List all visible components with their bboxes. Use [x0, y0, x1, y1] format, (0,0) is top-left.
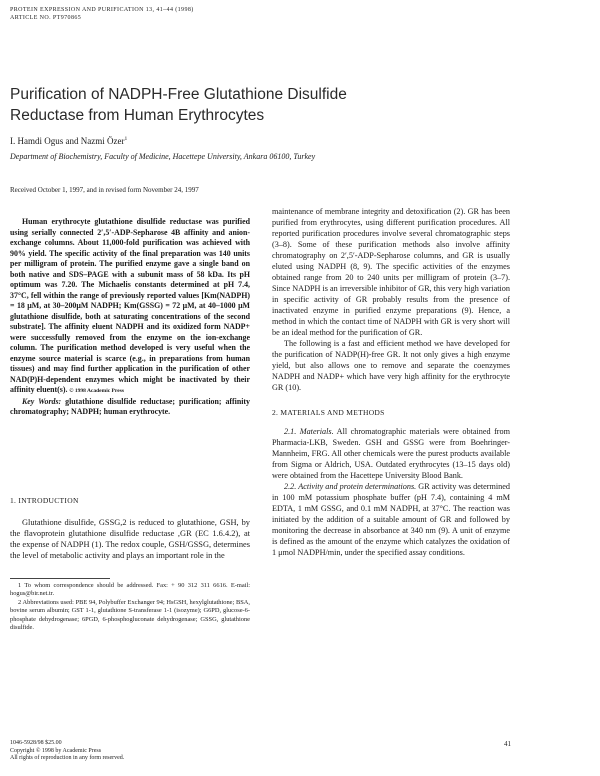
journal-header	[10, 6, 194, 22]
activity-paragraph	[272, 481, 510, 558]
article-title	[10, 84, 530, 126]
affiliation: Department of Biochemistry, Faculty of Medicine, Hacettepe University, Ankara 06100, Turkey	[10, 152, 316, 161]
abstract-paragraph	[10, 217, 250, 397]
materials-subheading: 2.1. Materials.	[284, 427, 334, 436]
intro-text: Glutathione disulfide, GSSG,2 is reduced to glutathione, GSH, by the flavoprotein glutathione disulfide reductase ,GR (EC 1.6.4.2), at the expense of NADPH (1). The redox couple, GSH/GSSG, determines the level of metabolic activity and plays an important role in the	[10, 517, 250, 561]
footnotes	[10, 582, 250, 632]
keywords-text: glutathione disulfide reductase; purification; affinity chromatography; NADPH; human erythrocyte.	[10, 396, 250, 416]
materials-text: All chromatographic materials were obtained from Pharmacia-LKB, Sweden. GSH and GSSG were from Boehringer-Mannheim, FRG. All other chemicals were the purest products available from Sigma or Aldrich, USA. Outdated erythrocytes (13–15 days old) were obtained from the Hacettepe University Blood Bank.	[272, 427, 510, 480]
title-line-1: Purification of NADPH-Free Glutathione Disulfide	[10, 86, 347, 103]
copyright-block	[10, 740, 124, 763]
rights-line: All rights of reproduction in any form reserved.	[10, 755, 125, 761]
journal-line: PROTEIN EXPRESSION AND PURIFICATION 13, 41–44 (1998)	[10, 7, 194, 13]
intro-heading: 1. INTRODUCTION	[10, 496, 79, 505]
abstract-copyright: © 1998 Academic Press	[69, 388, 124, 394]
footnote-rule	[10, 578, 110, 579]
right-column	[272, 206, 510, 558]
abstract	[10, 217, 250, 418]
article-number: ARTICLE NO. PT970865	[10, 15, 82, 21]
activity-subheading: 2.2. Activity and protein determinations.	[284, 482, 417, 491]
author-footnote-mark: 1	[124, 136, 128, 142]
continued-paragraph: maintenance of membrane integrity and detoxification (2). GR has been purified from erythrocytes, using different purification procedures. All reported purification procedures involve several chromatographic steps (3–8). Some of these purification methods also involve affinity chromatography on 2′,5′-ADP-Sepharose columns, and GR is usually eluted using NADPH (8, 9). The specific activities of the enzymes obtained range from 20 to 240 units per milligram of protein (3–7). Since NADPH is an irreversible inhibitor of GR, this very high variation in specific activity of GR probably results from the presence of inactivated enzyme in purified enzyme preparations (9). Hence, a method in which the contact time of NADPH with GR is very short will be an ideal method for the purification of GR.	[272, 207, 510, 337]
page-number: 41	[504, 740, 511, 748]
authors	[10, 136, 127, 146]
methods-heading: 2. MATERIALS AND METHODS	[272, 408, 385, 417]
issn-line: 1046-5928/98 $25.00	[10, 740, 62, 746]
abstract-text: Human erythrocyte glutathione disulfide reductase was purified using serially connected 2′,5′-ADP-Sepharose 4B affinity and anion-exchange columns. About 11,000-fold purification was achieved with 90% yield. The specific activity of the final preparation was 140 units per milligram of protein. The purified enzyme gave a single band on both native and SDS–PAGE with a subunit mass of 58 kDa. Its pH optimum was 7.20. The Michaelis constants determined at pH 7.4, 37°C, fell within the range of previously reported values [Km(NADPH) = 18 μM, at 30–200μM NADPH; Km(GSSG) = 72 μM, at 40–1000 μM glutathione disulfide, both at saturating concentrations of the second substrate]. The affinity eluent NADPH and its oxidized form NADP+ were successfully removed from the enzyme on the ion-exchange column. The purification method developed is very useful when the enzyme source material is scarce (e.g., in preparations from human tissues) and may find further application in the purification of other NAD(P)H-dependent enzymes which might be inactivated by their affinity eluent(s).	[10, 217, 250, 394]
keywords-label: Key Words:	[22, 396, 62, 406]
method-paragraph: The following is a fast and efficient method we have developed for the purification of NADP(H)-free GR. It not only gives a high enzyme yield, but also allows one to remove and separate the coenzymes NADPH and NADP+ which have very high affinity for the erythrocyte GR (10).	[272, 339, 510, 392]
activity-text: GR activity was determined in 100 mM potassium phosphate buffer (pH 7.4), containing 4 mM EDTA, 1 mM GSSG, and 0.1 mM NADPH, at 37°C. The reaction was initiated by the addition of a suitable amount of GR and followed by monitoring the decrease in absorbance at 340 nm (9). A unit of enzyme is defined as the amount of the enzyme which catalyzes the oxidation of 1 μmol NADPH/min, under the specified assay conditions.	[272, 482, 510, 557]
author-names: I. Hamdi Ogus and Nazmi Özer	[10, 136, 125, 146]
title-line-2: Reductase from Human Erythrocytes	[10, 107, 265, 124]
footnote-2: 2 Abbreviations used: PBE 94, Polybuffer Exchanger 94; HsGSH, hexylglutathione; BSA, bovine serum albumin; GST 1-1, glutathione S-transferase 1-1 (isozyme); G6PD, glucose-6-phosphate dehydrogenase; 6PGD, 6-phosphogluconate dehydrogenase; GSSG, glutathione disulfide.	[10, 598, 250, 632]
materials-paragraph	[272, 426, 510, 481]
copyright-line: Copyright © 1998 by Academic Press	[10, 747, 102, 754]
received-date: Received October 1, 1997, and in revised form November 24, 1997	[10, 186, 199, 194]
footnote-1: 1 To whom correspondence should be addressed. Fax: + 90 312 311 6616. E-mail: hogus@bir.net.tr.	[10, 582, 250, 598]
introduction	[10, 496, 250, 561]
keywords	[10, 397, 250, 418]
